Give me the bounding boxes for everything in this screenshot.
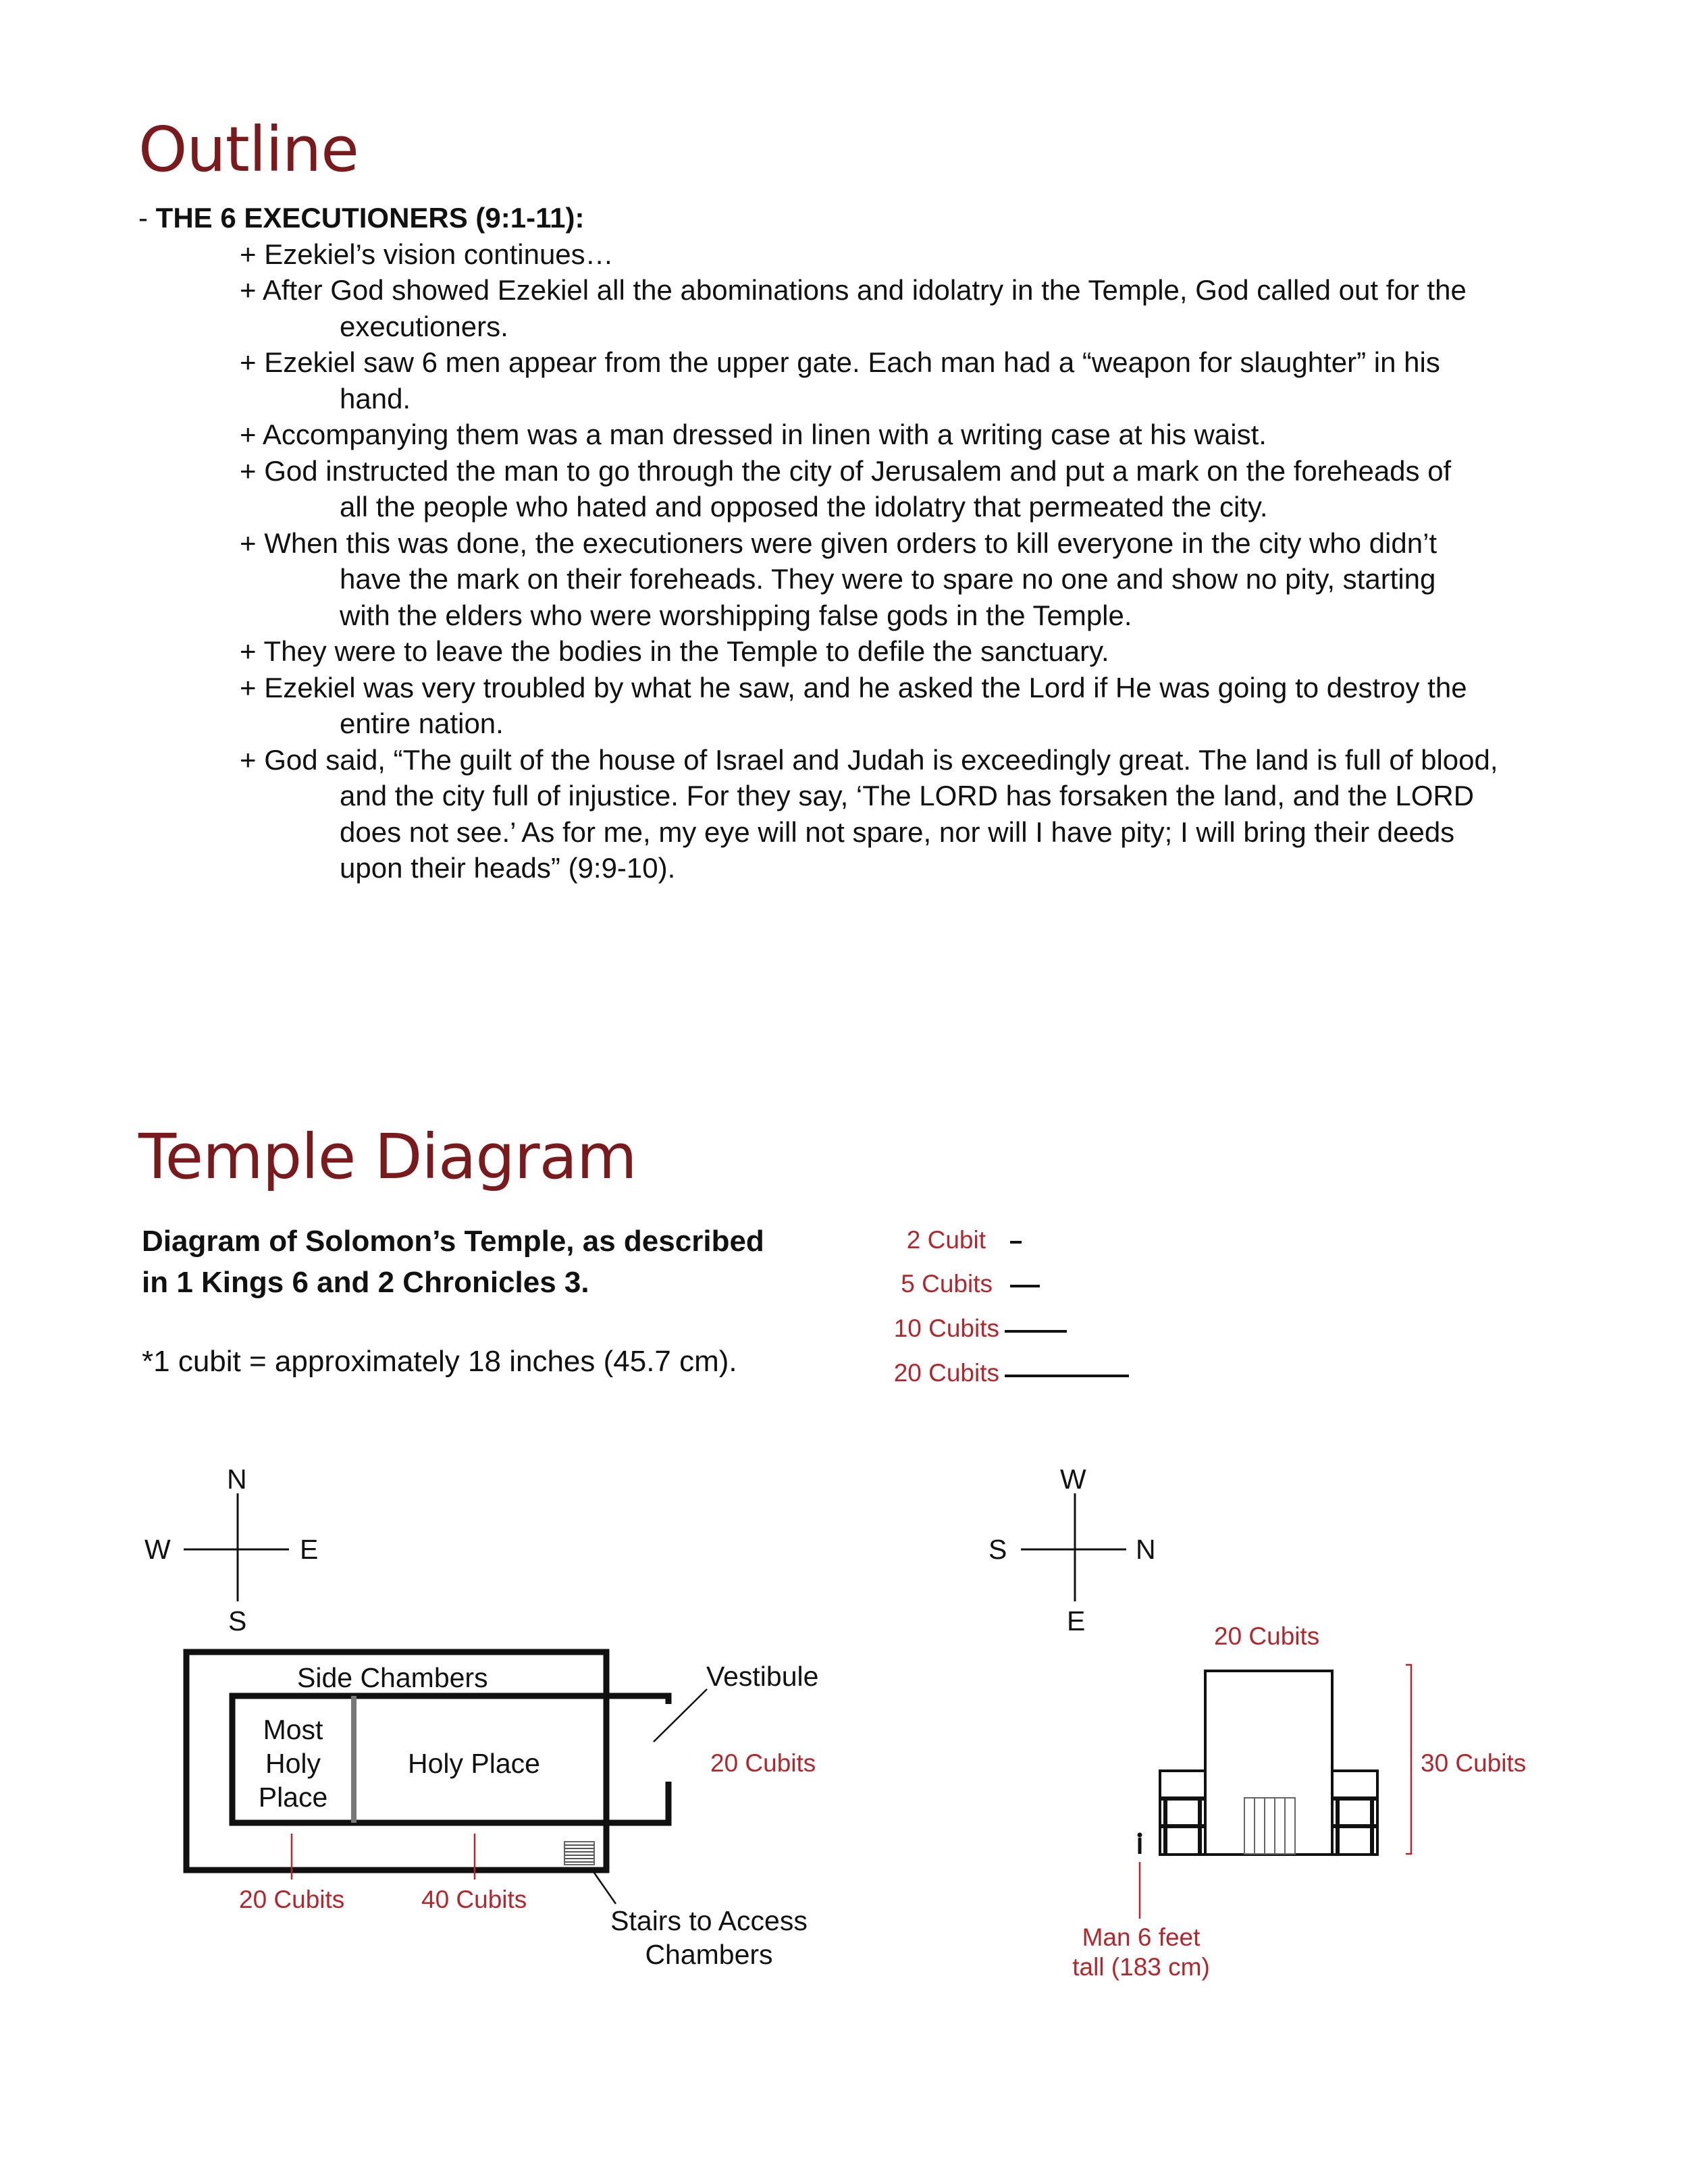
holy-place-label: Holy Place <box>408 1748 540 1779</box>
man-height-label <box>1040 1923 1242 1982</box>
scale-label-10: 10 Cubits <box>893 1314 999 1342</box>
compass-plan-n: N <box>227 1464 247 1495</box>
stairs-label <box>594 1904 824 1971</box>
most-holy-label-line: Holy <box>265 1748 321 1779</box>
outline-heading: Outline <box>138 113 359 186</box>
list-item-continuation: have the mark on their foreheads. They were to spare no one and show no pity, starting <box>340 563 1436 595</box>
mhp-length-label: 20 Cubits <box>239 1886 345 1913</box>
list-item-text: + Accompanying them was a man dressed in linen with a writing case at his waist. <box>240 419 1267 450</box>
section-dash: - <box>138 202 148 234</box>
most-holy-label-line: Most <box>263 1714 323 1745</box>
plan-width-label: 20 Cubits <box>710 1749 816 1777</box>
scale-label-2: 2 Cubit <box>906 1226 986 1254</box>
scale-label-20: 20 Cubits <box>893 1359 999 1387</box>
elev-height-label: 30 Cubits <box>1421 1749 1527 1777</box>
compass-plan-e: E <box>300 1534 319 1565</box>
compass-elev-w: W <box>1060 1464 1086 1495</box>
list-item-continuation: and the city full of injustice. For they say, ‘The LORD has forsaken the land, and the LORD <box>340 780 1475 811</box>
plan-leader-lines <box>594 1689 707 1904</box>
most-holy-place-label <box>239 1713 347 1814</box>
compass-elev-n: N <box>1136 1534 1156 1565</box>
compass-plan-w: W <box>144 1534 171 1565</box>
list-item-text: + God said, “The guilt of the house of Israel and Judah is exceedingly great. The land is full of blood, <box>240 743 1498 776</box>
hp-length-label: 40 Cubits <box>421 1886 527 1913</box>
side-chambers-label: Side Chambers <box>297 1662 488 1693</box>
list-item-continuation: all the people who hated and opposed the idolatry that permeated the city. <box>340 491 1268 523</box>
compass-plan-s: S <box>228 1605 247 1636</box>
height-bracket <box>1406 1665 1411 1854</box>
list-item-continuation: does not see.’ As for me, my eye will not spare, nor will I have pity; I will bring their deeds <box>340 816 1455 848</box>
compass-plan <box>184 1493 289 1601</box>
elev-width-label: 20 Cubits <box>1214 1622 1320 1650</box>
man-figure-icon <box>1138 1833 1142 1855</box>
most-holy-label-line: Place <box>258 1782 328 1813</box>
list-item-continuation: with the elders who were worshipping false gods in the Temple. <box>340 599 1132 631</box>
list-item-continuation: entire nation. <box>340 708 504 739</box>
compass-elev-s: S <box>988 1534 1007 1565</box>
list-item-text: + Ezekiel was very troubled by what he saw, and he asked the Lord if He was going to destroy the <box>240 671 1467 703</box>
caption-line: in 1 Kings 6 and 2 Chronicles 3. <box>142 1266 589 1299</box>
scale-bars <box>1005 1242 1129 1376</box>
man-label-line: tall (183 cm) <box>1072 1953 1210 1981</box>
scale-label-5: 5 Cubits <box>901 1270 993 1298</box>
list-item-text: + When this was done, the executioners were given orders to kill everyone in the city who didn’t <box>240 527 1438 559</box>
cubit-note: *1 cubit = approximately 18 inches (45.7 cm). <box>142 1345 737 1378</box>
man-label-line: Man 6 feet <box>1082 1923 1201 1951</box>
list-item-text: + Ezekiel saw 6 men appear from the upper gate. Each man had a “weapon for slaughter” in his <box>240 346 1440 378</box>
stairs-label-line: Chambers <box>645 1939 773 1970</box>
list-item-text: + They were to leave the bodies in the Temple to defile the sanctuary. <box>240 635 1109 667</box>
stairs-label-line: Stairs to Access <box>610 1905 808 1936</box>
compass-elev-e: E <box>1067 1605 1086 1636</box>
list-item-text: + Ezekiel’s vision continues… <box>240 238 614 270</box>
compass-elevation <box>1021 1493 1126 1601</box>
stairs-leader <box>594 1873 616 1904</box>
list-item-continuation: upon their heads” (9:9-10). <box>340 852 676 884</box>
list-item-text: + After God showed Ezekiel all the abominations and idolatry in the Temple, God called out for the <box>240 274 1467 306</box>
section-title-text: THE 6 EXECUTIONERS (9:1-11): <box>155 202 585 234</box>
list-item-text: + God instructed the man to go through the city of Jerusalem and put a mark on the foreheads of <box>240 454 1452 487</box>
list-item-continuation: hand. <box>340 382 411 415</box>
diagram-heading: Temple Diagram <box>138 1121 637 1193</box>
caption-line: Diagram of Solomon’s Temple, as described <box>142 1225 764 1258</box>
temple-main-body <box>1205 1671 1332 1855</box>
vestibule-label: Vestibule <box>706 1661 819 1692</box>
stairs-icon <box>564 1842 594 1865</box>
list-item-continuation: executioners. <box>340 310 508 342</box>
